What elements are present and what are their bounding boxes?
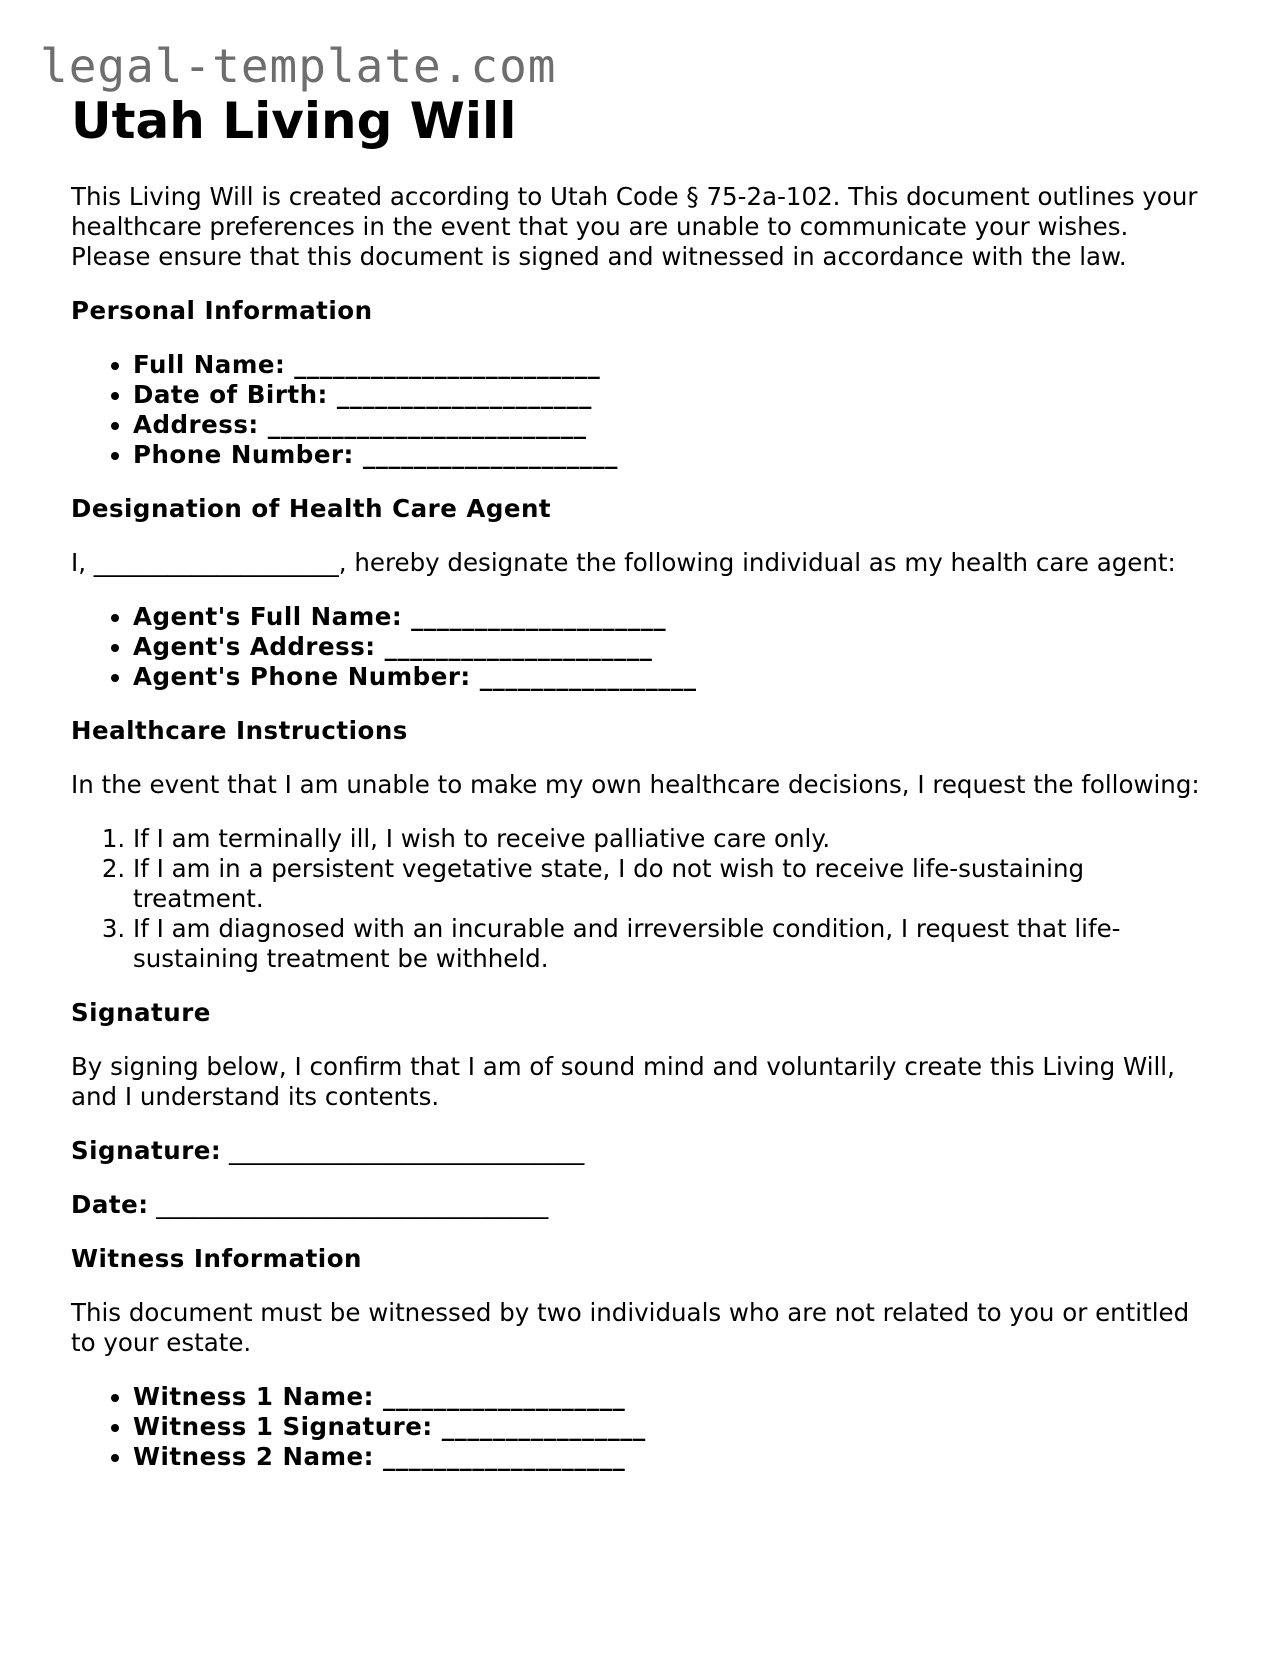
- witness-1-name-field[interactable]: • Witness 1 Name: ___________________: [133, 1382, 1211, 1412]
- address-field[interactable]: • Address: _________________________: [133, 410, 1211, 440]
- personal-info-list: [71, 350, 1211, 470]
- agent-heading: Designation of Health Care Agent: [71, 494, 552, 523]
- signature-blank[interactable]: _____________________________: [229, 1136, 585, 1165]
- signature-statement: By signing below, I confirm that I am of sound mind and voluntarily create this Living Will, and I understand its contents.: [71, 1052, 1175, 1111]
- agent-full-name-field[interactable]: • Agent's Full Name: ____________________: [133, 602, 1211, 632]
- witness-statement: This document must be witnessed by two individuals who are not related to you or entitled to your estate.: [71, 1298, 1190, 1357]
- intro-paragraph: This Living Will is created according to Utah Code § 75-2a-102. This document outlines your healthcare preferences in the event that you are unable to communicate your wishes. Please ensure that this document is signed and witnessed in accordance with the law.: [71, 182, 1198, 271]
- personal-info-heading: Personal Information: [71, 296, 373, 325]
- instruction-item: 2. If I am in a persistent vegetative state, I do not wish to receive life-sustaining treatment.: [133, 854, 1211, 914]
- instructions-intro: In the event that I am unable to make my own healthcare decisions, I request the following:: [71, 770, 1200, 799]
- watermark-logo: legal-template.com: [40, 39, 557, 93]
- instruction-item: 3. If I am diagnosed with an incurable and irreversible condition, I request that life-sustaining treatment be withheld.: [133, 914, 1211, 974]
- instructions-heading: Healthcare Instructions: [71, 716, 408, 745]
- document-title: Utah Living Will: [71, 92, 517, 150]
- witness-list: [71, 1382, 1211, 1472]
- date-field[interactable]: [71, 1190, 1211, 1220]
- witness-1-signature-field[interactable]: • Witness 1 Signature: ________________: [133, 1412, 1211, 1442]
- signature-heading: Signature: [71, 998, 211, 1027]
- signature-label: Signature:: [71, 1136, 222, 1165]
- agent-statement: I, ____________________, hereby designate the following individual as my health care agent:: [71, 548, 1176, 577]
- instruction-item: 1. If I am terminally ill, I wish to receive palliative care only.: [133, 824, 1211, 854]
- phone-number-field[interactable]: • Phone Number: ____________________: [133, 440, 1211, 470]
- date-blank[interactable]: ________________________________: [156, 1190, 549, 1219]
- date-of-birth-field[interactable]: • Date of Birth: ____________________: [133, 380, 1211, 410]
- signature-field[interactable]: [71, 1136, 1211, 1166]
- witness-2-name-field[interactable]: • Witness 2 Name: ___________________: [133, 1442, 1211, 1472]
- agent-address-field[interactable]: • Agent's Address: _____________________: [133, 632, 1211, 662]
- witness-heading: Witness Information: [71, 1244, 362, 1273]
- agent-info-list: [71, 602, 1211, 692]
- agent-phone-number-field[interactable]: • Agent's Phone Number: _________________: [133, 662, 1211, 692]
- full-name-field[interactable]: • Full Name: ________________________: [133, 350, 1211, 380]
- document-page: [71, 88, 1211, 1472]
- date-label: Date:: [71, 1190, 149, 1219]
- instructions-list: [71, 824, 1211, 974]
